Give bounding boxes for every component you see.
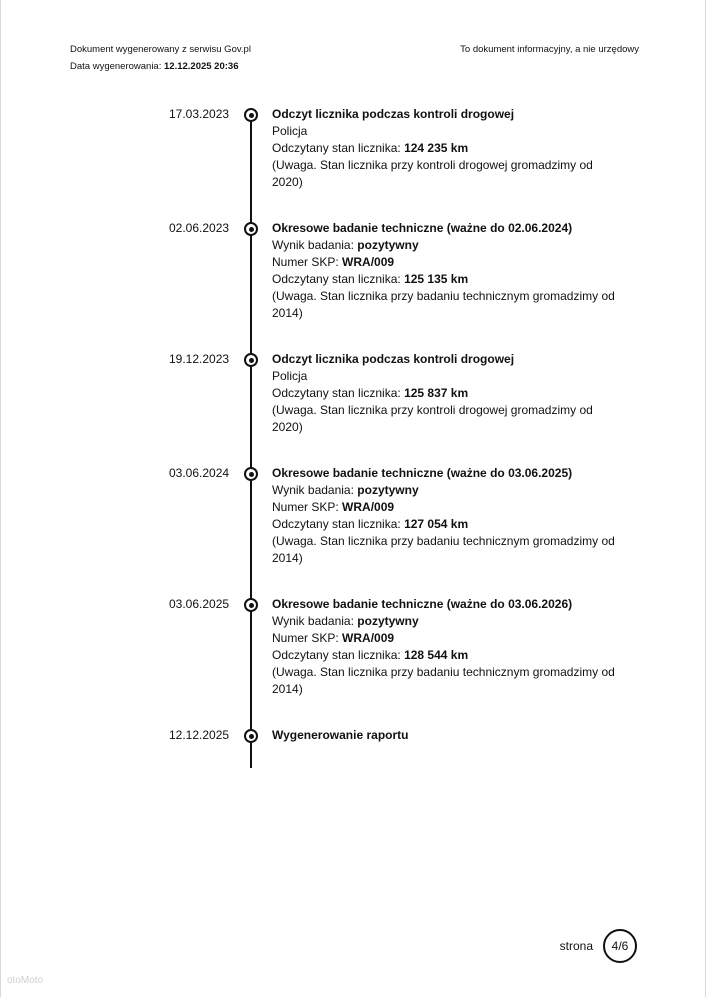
timeline-dot-icon bbox=[244, 353, 258, 367]
entry-title: Odczyt licznika podczas kontroli drogowej bbox=[272, 352, 515, 366]
entry-odometer: Odczytany stan licznika: 125 837 km bbox=[272, 386, 469, 400]
entry-content bbox=[272, 351, 617, 436]
page-label: strona bbox=[559, 939, 593, 953]
entry-title: Okresowe badanie techniczne (ważne do 02.06.2024) bbox=[272, 221, 573, 235]
entry-content bbox=[272, 727, 617, 744]
entry-title: Wygenerowanie raportu bbox=[272, 728, 409, 742]
timeline-dot-icon bbox=[244, 222, 258, 236]
entry-date: 03.06.2024 bbox=[169, 466, 230, 480]
entry-content bbox=[272, 220, 617, 322]
watermark: otoMoto bbox=[7, 975, 44, 986]
generated-date: Data wygenerowania: 12.12.2025 20:36 bbox=[70, 61, 239, 72]
entry-content bbox=[272, 465, 617, 567]
entry-note: (Uwaga. Stan licznika przy kontroli drogowej gromadzimy od 2020) bbox=[272, 403, 593, 434]
entry-note: (Uwaga. Stan licznika przy badaniu technicznym gromadzimy od 2014) bbox=[272, 534, 615, 565]
timeline-dot-icon bbox=[244, 108, 258, 122]
timeline-dot-icon bbox=[244, 467, 258, 481]
timeline-dot-icon bbox=[244, 729, 258, 743]
entry-odometer: Odczytany stan licznika: 125 135 km bbox=[272, 272, 469, 286]
entry-result: Wynik badania: pozytywny bbox=[272, 483, 419, 497]
entry-content bbox=[272, 106, 617, 191]
page-footer bbox=[560, 929, 637, 963]
entry-date: 12.12.2025 bbox=[169, 728, 230, 742]
timeline-line bbox=[250, 114, 252, 768]
entry-odometer: Odczytany stan licznika: 128 544 km bbox=[272, 648, 469, 662]
entry-source: Policja bbox=[272, 369, 308, 383]
entry-result: Wynik badania: pozytywny bbox=[272, 614, 419, 628]
entry-content bbox=[272, 596, 617, 698]
entry-note: (Uwaga. Stan licznika przy kontroli drogowej gromadzimy od 2020) bbox=[272, 158, 593, 189]
entry-odometer: Odczytany stan licznika: 127 054 km bbox=[272, 517, 469, 531]
timeline bbox=[1, 0, 706, 999]
entry-date: 19.12.2023 bbox=[169, 352, 230, 366]
entry-skp: Numer SKP: WRA/009 bbox=[272, 631, 395, 645]
entry-skp: Numer SKP: WRA/009 bbox=[272, 255, 395, 269]
entry-result: Wynik badania: pozytywny bbox=[272, 238, 419, 252]
header-right-disclaimer: To dokument informacyjny, a nie urzędowy bbox=[460, 44, 639, 55]
entry-title: Okresowe badanie techniczne (ważne do 03.06.2025) bbox=[272, 466, 573, 480]
entry-date: 17.03.2023 bbox=[169, 107, 230, 121]
entry-title: Okresowe badanie techniczne (ważne do 03.06.2026) bbox=[272, 597, 573, 611]
entry-note: (Uwaga. Stan licznika przy badaniu technicznym gromadzimy od 2014) bbox=[272, 289, 615, 320]
entry-title: Odczyt licznika podczas kontroli drogowej bbox=[272, 107, 515, 121]
entry-date: 02.06.2023 bbox=[169, 221, 230, 235]
entry-skp: Numer SKP: WRA/009 bbox=[272, 500, 395, 514]
generated-from: Dokument wygenerowany z serwisu Gov.pl bbox=[70, 44, 251, 55]
timeline-dot-icon bbox=[244, 598, 258, 612]
page-number: 4/6 bbox=[603, 929, 637, 963]
entry-source: Policja bbox=[272, 124, 308, 138]
entry-note: (Uwaga. Stan licznika przy badaniu technicznym gromadzimy od 2014) bbox=[272, 665, 615, 696]
entry-date: 03.06.2025 bbox=[169, 597, 230, 611]
entry-odometer: Odczytany stan licznika: 124 235 km bbox=[272, 141, 469, 155]
